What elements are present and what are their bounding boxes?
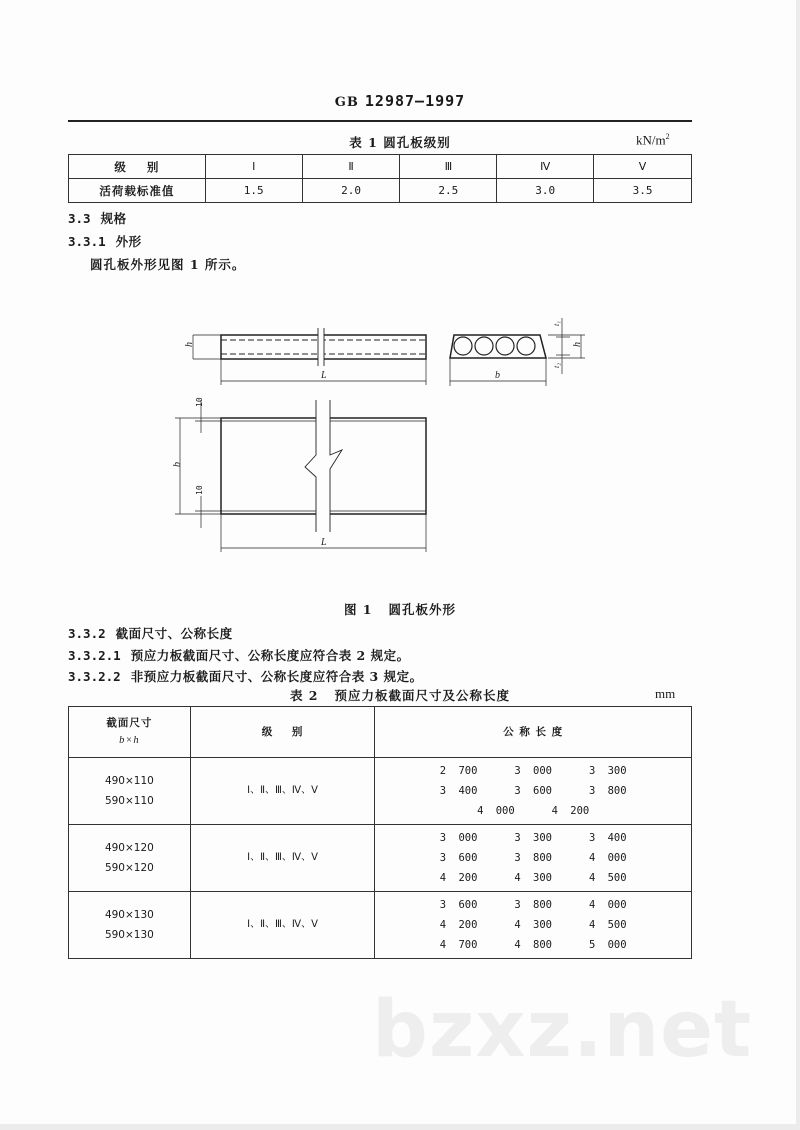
label-10-top: 10 <box>195 397 204 407</box>
table-cell: 2.0 <box>302 179 400 203</box>
size-cell <box>69 758 191 825</box>
length-cell <box>375 892 692 959</box>
label-L-plan: L <box>321 537 327 548</box>
label-10-bottom: 10 <box>195 485 204 495</box>
watermark: bzxz.net <box>372 985 753 1075</box>
label-b: b <box>495 370 500 381</box>
standard-number: 12987—1997 <box>364 92 466 110</box>
table-row <box>69 825 692 892</box>
table-row <box>69 758 692 825</box>
header-size-line1: 截面尺寸 <box>106 717 153 729</box>
unit-text: kN/m <box>636 132 666 148</box>
section-title: 预应力板截面尺寸、公称长度应符合表 2 规定。 <box>130 648 410 663</box>
section-3-3-2 <box>68 624 233 642</box>
length-cell <box>375 825 692 892</box>
table-cell: 3.5 <box>594 179 692 203</box>
section-3-3-2-2 <box>68 667 423 685</box>
table2-caption: 表 2 预应力板截面尺寸及公称长度 <box>289 688 511 703</box>
label-L: L <box>321 370 327 381</box>
table2-prestressed-slab-dimensions <box>68 706 692 959</box>
length-line: 3 600 3 800 4 000 <box>439 852 627 864</box>
section-number: 3.3 <box>68 211 91 226</box>
table2-unit: mm <box>655 686 676 701</box>
table-cell: 2.5 <box>400 179 497 203</box>
label-t2: t₂ <box>552 362 561 368</box>
table-cell: Ⅴ <box>594 155 692 179</box>
label-h-section: h <box>572 342 583 347</box>
table-cell: 3.0 <box>497 179 594 203</box>
length-line: 3 000 3 300 3 400 <box>439 832 627 844</box>
size-value: 590×130 <box>104 929 154 941</box>
header-size-line2: b×h <box>119 735 140 746</box>
section-title: 非预应力板截面尺寸、公称长度应符合表 3 规定。 <box>130 669 423 684</box>
unit-superscript: 2 <box>665 132 670 141</box>
length-line: 4 200 4 300 4 500 <box>439 919 627 931</box>
section-number: 3.3.1 <box>68 234 106 249</box>
section-number: 3.3.2.2 <box>68 669 121 684</box>
table-cell: Ⅱ <box>302 155 400 179</box>
size-value: 590×110 <box>104 795 154 807</box>
length-line: 4 000 4 200 <box>477 805 590 817</box>
grade-cell: Ⅰ、Ⅱ、Ⅲ、Ⅳ、Ⅴ <box>190 892 375 959</box>
section-number: 3.3.2 <box>68 626 106 641</box>
table-cell: Ⅰ <box>205 155 302 179</box>
size-value: 590×120 <box>104 862 154 874</box>
header-grade: 级 别 <box>190 707 375 758</box>
table-cell: 活荷载标准值 <box>69 179 206 203</box>
section-title: 外形 <box>115 234 142 249</box>
grade-cell: Ⅰ、Ⅱ、Ⅲ、Ⅳ、Ⅴ <box>190 825 375 892</box>
label-h: h <box>184 342 195 347</box>
length-line: 3 600 3 800 4 000 <box>439 899 627 911</box>
label-b-plan: b <box>172 462 183 467</box>
length-line: 2 700 3 000 3 300 <box>439 765 627 777</box>
table-cell: 1.5 <box>205 179 302 203</box>
header-length: 公 称 长 度 <box>375 707 692 758</box>
table1-caption: 表 1 圆孔板级别 <box>349 135 451 150</box>
section-title: 规格 <box>100 211 127 226</box>
section-3-3-2-1 <box>68 646 410 664</box>
section-title: 截面尺寸、公称长度 <box>115 626 233 641</box>
table-cell: Ⅳ <box>497 155 594 179</box>
grade-cell: Ⅰ、Ⅱ、Ⅲ、Ⅳ、Ⅴ <box>190 758 375 825</box>
section-3-3-1-text: 圆孔板外形见图 1 所示。 <box>90 257 246 272</box>
figure1-caption: 图 1 圆孔板外形 <box>343 602 457 617</box>
size-value: 490×120 <box>104 842 154 854</box>
size-cell <box>69 825 191 892</box>
length-line: 4 700 4 800 5 000 <box>439 939 627 951</box>
size-value: 490×110 <box>104 775 154 787</box>
standard-prefix: GB <box>334 95 359 110</box>
header-size <box>69 707 191 758</box>
table-cell: Ⅲ <box>400 155 497 179</box>
length-cell <box>375 758 692 825</box>
size-value: 490×130 <box>104 909 154 921</box>
label-t1: t₁ <box>552 320 561 326</box>
length-line: 4 200 4 300 4 500 <box>439 872 627 884</box>
section-number: 3.3.2.1 <box>68 648 121 663</box>
length-line: 3 400 3 600 3 800 <box>439 785 627 797</box>
table-header-row <box>69 707 692 758</box>
size-cell <box>69 892 191 959</box>
table-cell: 级 别 <box>69 155 206 179</box>
table-row <box>69 892 692 959</box>
